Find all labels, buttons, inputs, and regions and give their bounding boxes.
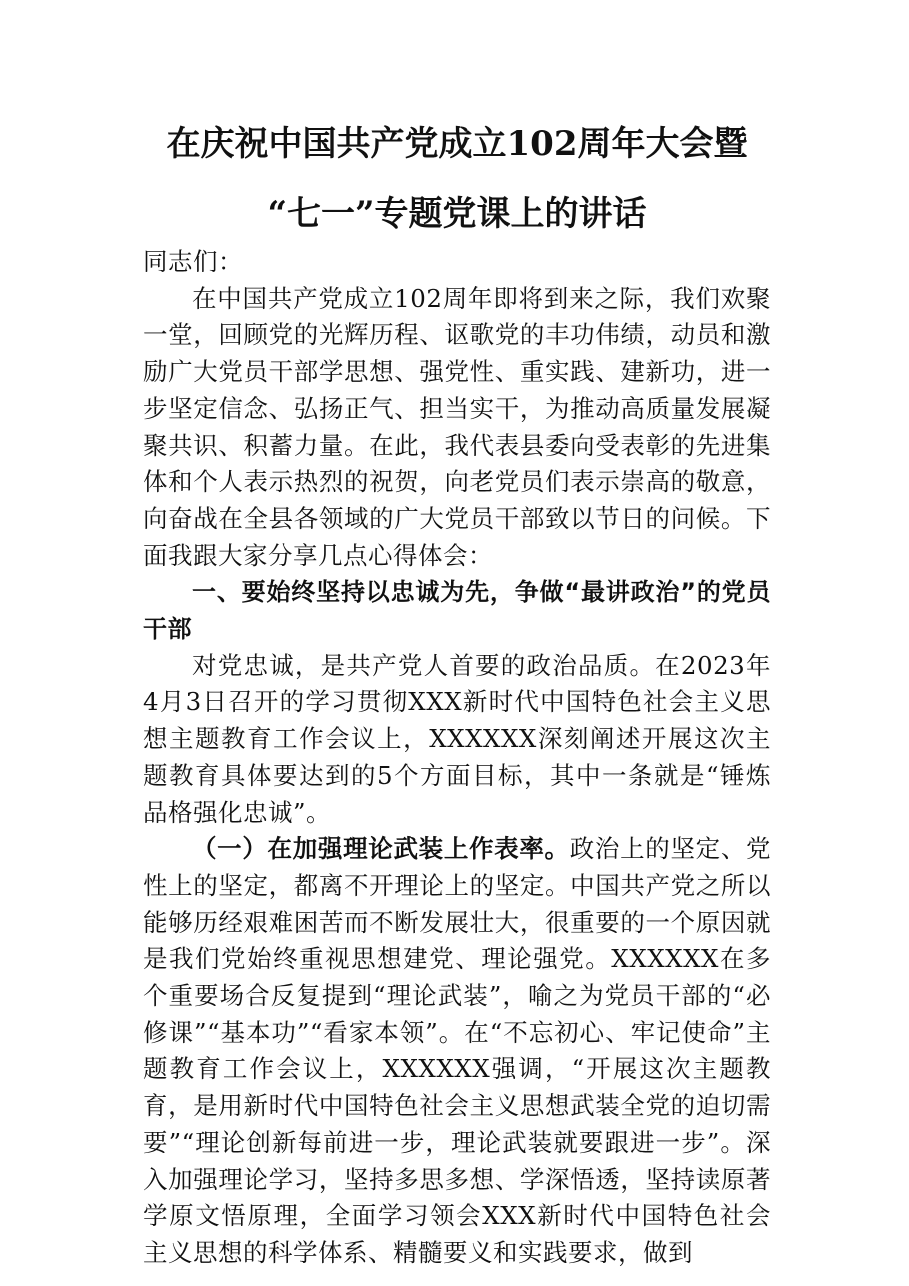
section-heading-1: 一、要始终坚持以忠诚为先，争做“最讲政治”的党员干部 xyxy=(143,578,771,644)
document-title-line1: 在庆祝中国共产党成立102周年大会暨 xyxy=(166,124,748,164)
paragraph-theory xyxy=(143,831,771,1271)
document-page xyxy=(143,118,771,1272)
salutation: 同志们： xyxy=(143,247,243,276)
document-title-line2: “七一”专题党课上的讲话 xyxy=(267,194,647,234)
paragraph-theory-text: 政治上的坚定、党性上的坚定，都离不开理论上的坚定。中国共产党之所以能够历经艰难困苦而不断发展壮大，很重要的一个原因就是我们党始终重视思想建党、理论强党。XXXXXX在多个重要场合反复提到“理论武装”，喻之为党员干部的“必修课”“基本功”“看家本领”。在“不忘初心、牢记使命”主题教育工作会议上，XXXXXX强调，“开展这次主题教育，是用新时代中国特色社会主义思想武装全党的迫切需要”“理论创新每前进一步，理论武装就要跟进一步”。深入加强理论学习，坚持多思多想、学深悟透，坚持读原著学原文悟原理，全面学习领会XXX新时代中国特色社会主义思想的科学体系、精髓要义和实践要求，做到 xyxy=(143,834,772,1267)
paragraph-loyalty: 对党忠诚，是共产党人首要的政治品质。在2023年4月3日召开的学习贯彻XXX新时代中国特色社会主义思想主题教育工作会议上，XXXXXX深刻阐述开展这次主题教育具体要达到的5个方面目标，其中一条就是“锤炼品格强化忠诚”。 xyxy=(143,650,771,827)
subheading-1-lead: （一）在加强理论武装上作表率。 xyxy=(192,834,570,864)
paragraph-intro: 在中国共产党成立102周年即将到来之际，我们欢聚一堂，回顾党的光辉历程、讴歌党的丰功伟绩，动员和激励广大党员干部学思想、强党性、重实践、建新功，进一步坚定信念、弘扬正气、担当实干，为推动高质量发展凝聚共识、积蓄力量。在此，我代表县委向受表彰的先进集体和个人表示热烈的祝贺，向老党员们表示崇高的敬意，向奋战在全县各领域的广大党员干部致以节日的问候。下面我跟大家分享几点心得体会： xyxy=(143,283,771,570)
